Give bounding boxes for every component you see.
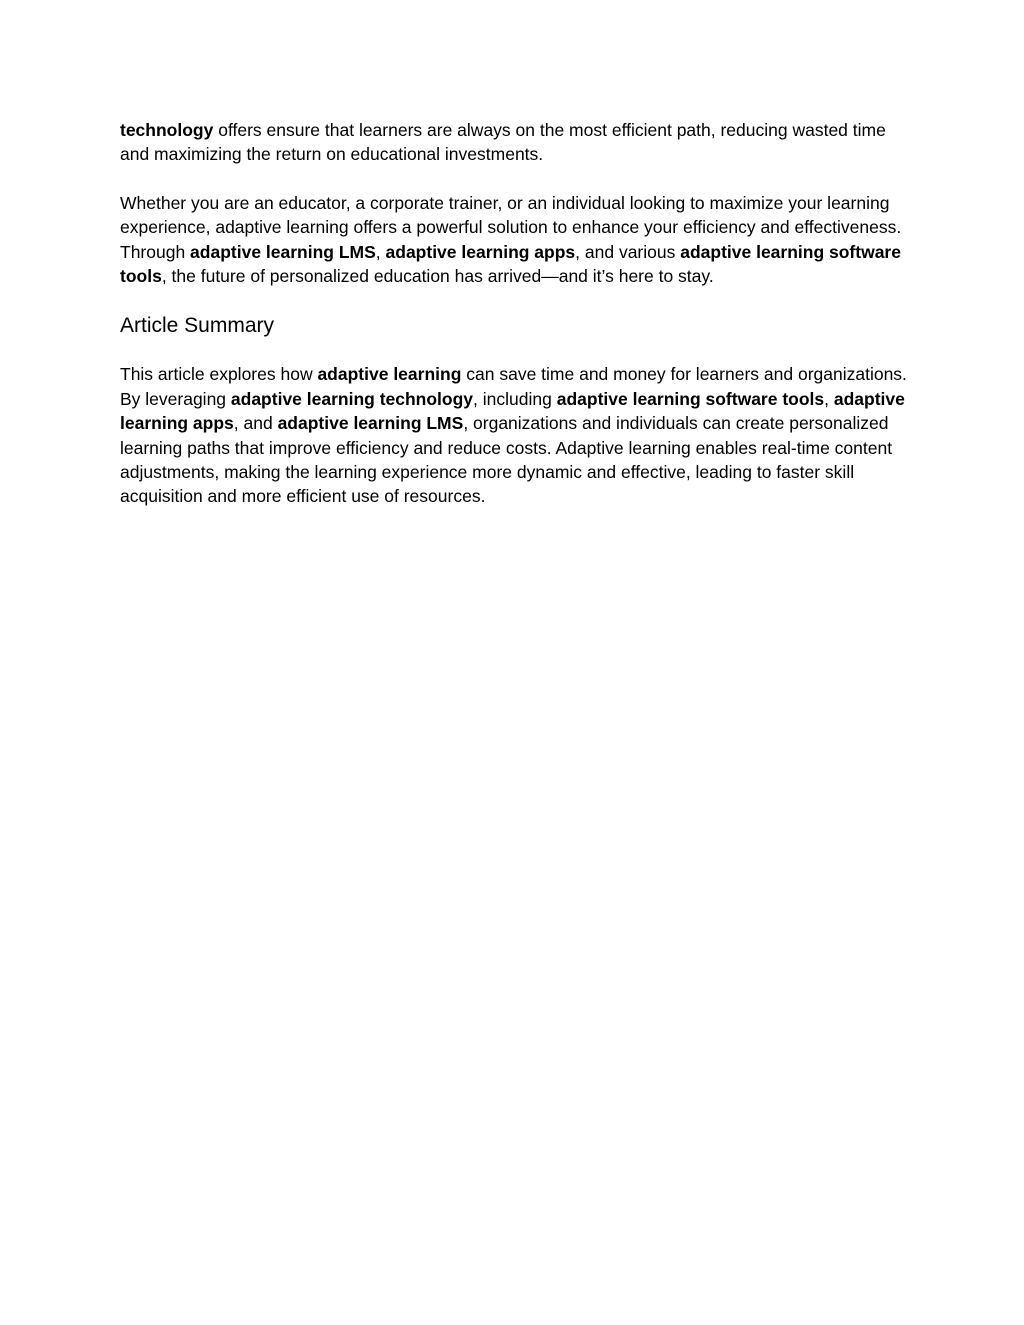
paragraph-text: , and <box>233 413 278 434</box>
paragraph-text: , and various <box>575 241 681 262</box>
paragraph-text: , including <box>473 388 557 409</box>
bold-term: adaptive learning software tools <box>120 241 901 287</box>
bold-term: adaptive learning software tools <box>556 388 825 409</box>
paragraph-text: offers ensure that learners are always on the most efficient path, reducing wasted time and maximizing the return on educational investments. <box>120 120 886 165</box>
bold-term: adaptive learning <box>317 364 462 385</box>
paragraph-text: , <box>375 241 386 262</box>
paragraph-conclusion <box>120 191 910 289</box>
bold-term: adaptive learning apps <box>120 388 905 434</box>
paragraph-text: can save time and money for learners and organizations. By leveraging <box>120 364 907 409</box>
bold-term: technology <box>120 120 214 140</box>
bold-term: adaptive learning LMS <box>277 413 464 434</box>
paragraph-text: , the future of personalized education has arrived—and it’s here to stay. <box>161 266 714 287</box>
paragraph-text: Whether you are an educator, a corporate trainer, or an individual looking to maximize your learning experience, adaptive learning offers a powerful solution to enhance your efficiency and effectiveness. Through <box>120 192 902 262</box>
bold-term: adaptive learning technology <box>230 388 474 409</box>
paragraph-text: , <box>824 388 834 409</box>
document-body <box>120 118 910 509</box>
paragraph-summary <box>120 362 910 508</box>
bold-term: adaptive learning apps <box>385 241 576 262</box>
bold-term: adaptive learning LMS <box>190 241 376 262</box>
paragraph-continuation <box>120 118 910 167</box>
section-heading: Article Summary <box>120 314 275 338</box>
paragraph-text: This article explores how <box>120 364 318 385</box>
paragraph-text: , organizations and individuals can create personalized learning paths that improve efficiency and reduce costs. Adaptive learning enables real-time content adjustments, making the learning experience more dynamic and effective, leading to faster skill acquisition and more efficient use of resources. <box>120 413 893 507</box>
